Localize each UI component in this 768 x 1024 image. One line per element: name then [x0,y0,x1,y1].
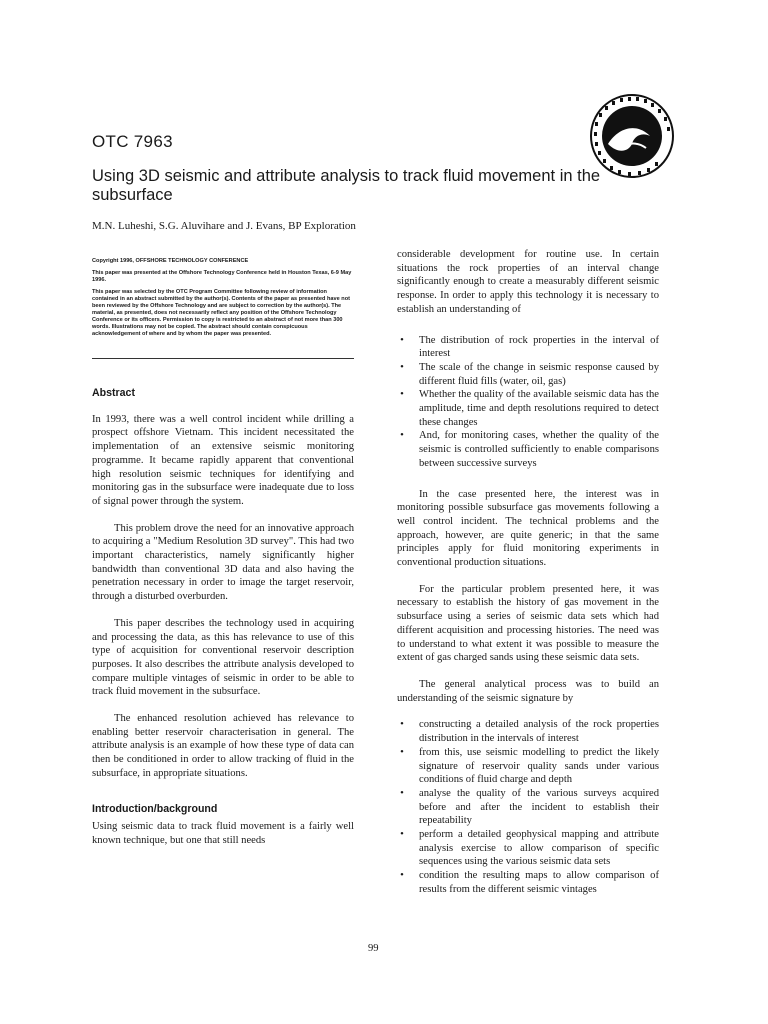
bullet-icon: • [400,389,404,401]
selection-note: This paper was selected by the OTC Program Committee following review of information contained in an abstract submitted by the author(s). Contents of the paper as presented have not been reviewed by the Offshore Technology and are subject to correction by the author(s). The material, as presented, does not necessarily reflect any position of the Offshore Technology Conference or its officers. Permission to copy is restricted to an abstract of not more than 300 words. Illustrations may not be copied. The abstract should contain conspicuous acknowledgement of where and by whom the paper was presented. [92,289,350,337]
copyright-line: Copyright 1996, OFFSHORE TECHNOLOGY CONFERENCE [92,258,249,264]
bullet-icon: • [400,430,404,442]
intro-heading: Introduction/background [92,802,218,815]
copyright-notice [92,258,354,338]
list-item: • analyse the quality of the various surveys acquired before and after the incident to establish their repeatability [397,787,659,828]
bullet-icon: • [400,829,404,841]
authors: M.N. Luheshi, S.G. Aluvihare and J. Evans, BP Exploration [92,220,356,232]
list-item: • from this, use seismic modelling to predict the likely signature of reservoir quality sands under various conditions of fluid charge and depth [397,746,659,787]
presentation-note: This paper was presented at the Offshore Technology Conference held in Houston Texas, 6-9 May 1996. [92,270,352,283]
paper-title: Using 3D seismic and attribute analysis to track fluid movement in the subsurface [92,167,601,204]
bullet-icon: • [400,787,404,799]
bullet-icon: • [400,719,404,731]
page-number: 99 [368,943,379,954]
list-item: • Whether the quality of the available seismic data has the amplitude, time and depth resolutions required to detect these changes [397,388,659,429]
bullet-icon: • [400,870,404,882]
bullet-list-2 [397,718,659,896]
bullet-icon: • [400,361,404,373]
abstract-heading: Abstract [92,387,135,399]
intro-paragraph-1: Using seismic data to track fluid movement is a fairly well known technique, but one that still needs [92,821,354,846]
paper-number: OTC 7963 [92,132,173,151]
list-item: • perform a detailed geophysical mapping and attribute analysis exercise to allow comparison of specific sequences using the various seismic data sets [397,828,659,869]
abstract-paragraph-3: This paper describes the technology used in acquiring and processing the data, as this has relevance to use of this type of acquisition for conventional reservoir description purposes. It also describes the attribute analysis developed to compare multiple vintages of seismic in order to be able to track fluid movement in the subsurface. [92,617,354,698]
list-item: • The scale of the change in seismic response caused by different fluid fills (water, oil, gas) [397,361,659,388]
bullet-list-1 [397,334,659,471]
bullet-icon: • [400,746,404,758]
divider [92,358,354,359]
right-paragraph-3: For the particular problem presented here, it was necessary to establish the history of gas movement in the subsurface using a series of seismic data sets which had different acquisition and processing histories. The need was to understand to what extent it was possible to measure the extent of gas charged sands using these seismic data sets. [397,583,659,664]
right-column [397,248,659,910]
abstract-paragraph-1: In 1993, there was a well control incident while drilling a prospect offshore Vietnam. This incident necessitated the implementation of an extensive seismic monitoring programme. It became rapidly apparent that conventional high resolution seismic techniques for identifying and monitoring gas in the subsurface were inadequate due to loss of signal power through the system. [92,413,354,507]
abstract-paragraph-4: The enhanced resolution achieved has relevance to enabling better reservoir characterisation in general. The attribute analysis is an example of how these type of data can then be conditioned in order to allow tracking of fluid in the subsurface, in appropriate situations. [92,713,354,779]
list-item: • condition the resulting maps to allow comparison of results from the different seismic vintages [397,869,659,896]
bullet-icon: • [400,334,404,346]
abstract-paragraph-2: This problem drove the need for an innovative approach to acquiring a "Medium Resolution 3D survey". This had two important characteristics, namely significantly higher bandwidth than conventional 3D data and also having the penetration necessary in order to image the target reservoir, through a disturbed overburden. [92,522,354,603]
list-item: • And, for monitoring cases, whether the quality of the seismic is controlled sufficiently to enable comparisons between successive surveys [397,429,659,470]
right-paragraph-4: The general analytical process was to build an understanding of the seismic signature by [397,678,659,704]
list-item: • The distribution of rock properties in the interval of interest [397,334,659,361]
intro-paragraph-2: considerable development for routine use. In certain situations the rock properties of an interval change significantly enough to create a measurably different seismic response. In order to apply this technology it is necessary to establish an understanding of [397,249,659,315]
left-column [92,258,354,861]
list-item: • constructing a detailed analysis of the rock properties distribution in the intervals of interest [397,718,659,745]
right-paragraph-2: In the case presented here, the interest was in monitoring possible subsurface gas movements following a well control incident. The technical problems and the approach, however, are quite generic; in that the same principles apply for fluid monitoring experiments in conventional production situations. [397,488,659,569]
